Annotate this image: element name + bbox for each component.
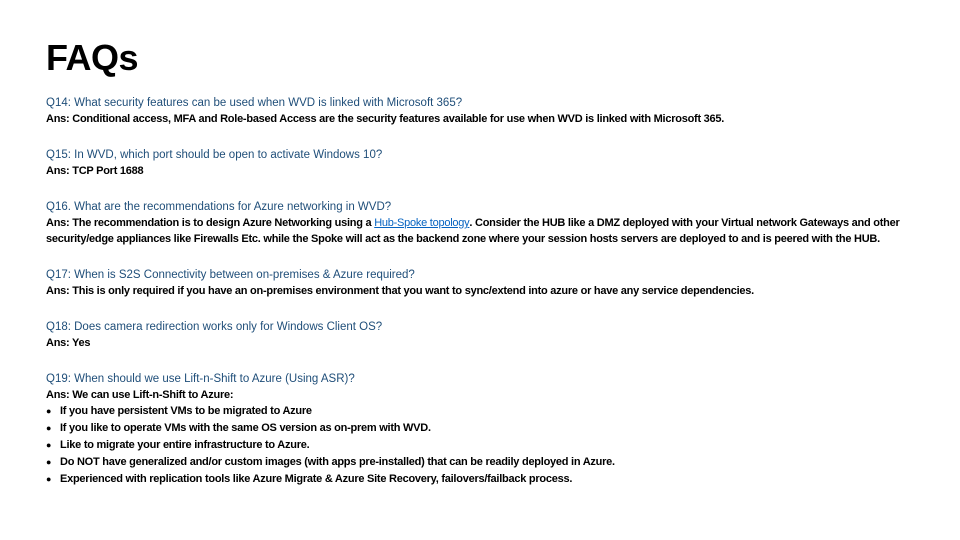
faq-answer: Ans: TCP Port 1688 [46,165,144,177]
faq-item-q19 [46,371,916,488]
faq-item-q17 [46,267,916,299]
bullet-item: ● Experienced with replication tools like Azure Migrate & Azure Site Recovery, failovers/failback process. [46,471,916,488]
faq-answer-text: Ans: The recommendation is to design Azure Networking using a [46,217,375,229]
page-title: FAQs [46,37,139,78]
faq-list [46,95,916,488]
faq-answer-text: . Consider the HUB like a DMZ deployed with your Virtual network Gateways and other security/edge appliances like Firewalls Etc. while the Spoke will act as the backend zone where your session hosts servers are deployed to and is peered with the HUB. [46,217,900,245]
bullet-icon: ● [46,474,52,484]
bullet-icon: ● [46,457,52,467]
bullet-list [46,403,916,488]
bullet-item: ● Like to migrate your entire infrastructure to Azure. [46,437,916,454]
faq-item-q15 [46,147,916,179]
bullet-item: ● Do NOT have generalized and/or custom images (with apps pre-installed) that can be readily deployed in Azure. [46,454,916,471]
faq-item-q16 [46,199,916,247]
faq-question: Q17: When is S2S Connectivity between on-premises & Azure required? [46,269,415,281]
faq-question: Q14: What security features can be used when WVD is linked with Microsoft 365? [46,97,463,109]
faq-question: Q19: When should we use Lift-n-Shift to Azure (Using ASR)? [46,373,355,385]
hub-spoke-topology-link[interactable]: Hub-Spoke topology [374,217,470,229]
faq-answer: Ans: We can use Lift-n-Shift to Azure: [46,389,234,401]
faq-answer: Ans: Conditional access, MFA and Role-based Access are the security features available for use when WVD is linked with Microsoft 365. [46,113,725,125]
faq-question: Q16. What are the recommendations for Azure networking in WVD? [46,201,392,213]
faq-question: Q15: In WVD, which port should be open to activate Windows 10? [46,149,383,161]
faq-item-q14 [46,95,916,127]
faq-question: Q18: Does camera redirection works only for Windows Client OS? [46,321,383,333]
faq-answer: Ans: Yes [46,337,91,349]
faq-item-q18 [46,319,916,351]
bullet-icon: ● [46,406,52,416]
bullet-icon: ● [46,440,52,450]
faq-answer: Ans: This is only required if you have an on-premises environment that you want to sync/extend into azure or have any service dependencies. [46,285,754,297]
bullet-item: ● If you like to operate VMs with the same OS version as on-prem with WVD. [46,420,916,437]
bullet-icon: ● [46,423,52,433]
faq-answer [46,215,916,247]
bullet-item: ● If you have persistent VMs to be migrated to Azure [46,403,916,420]
